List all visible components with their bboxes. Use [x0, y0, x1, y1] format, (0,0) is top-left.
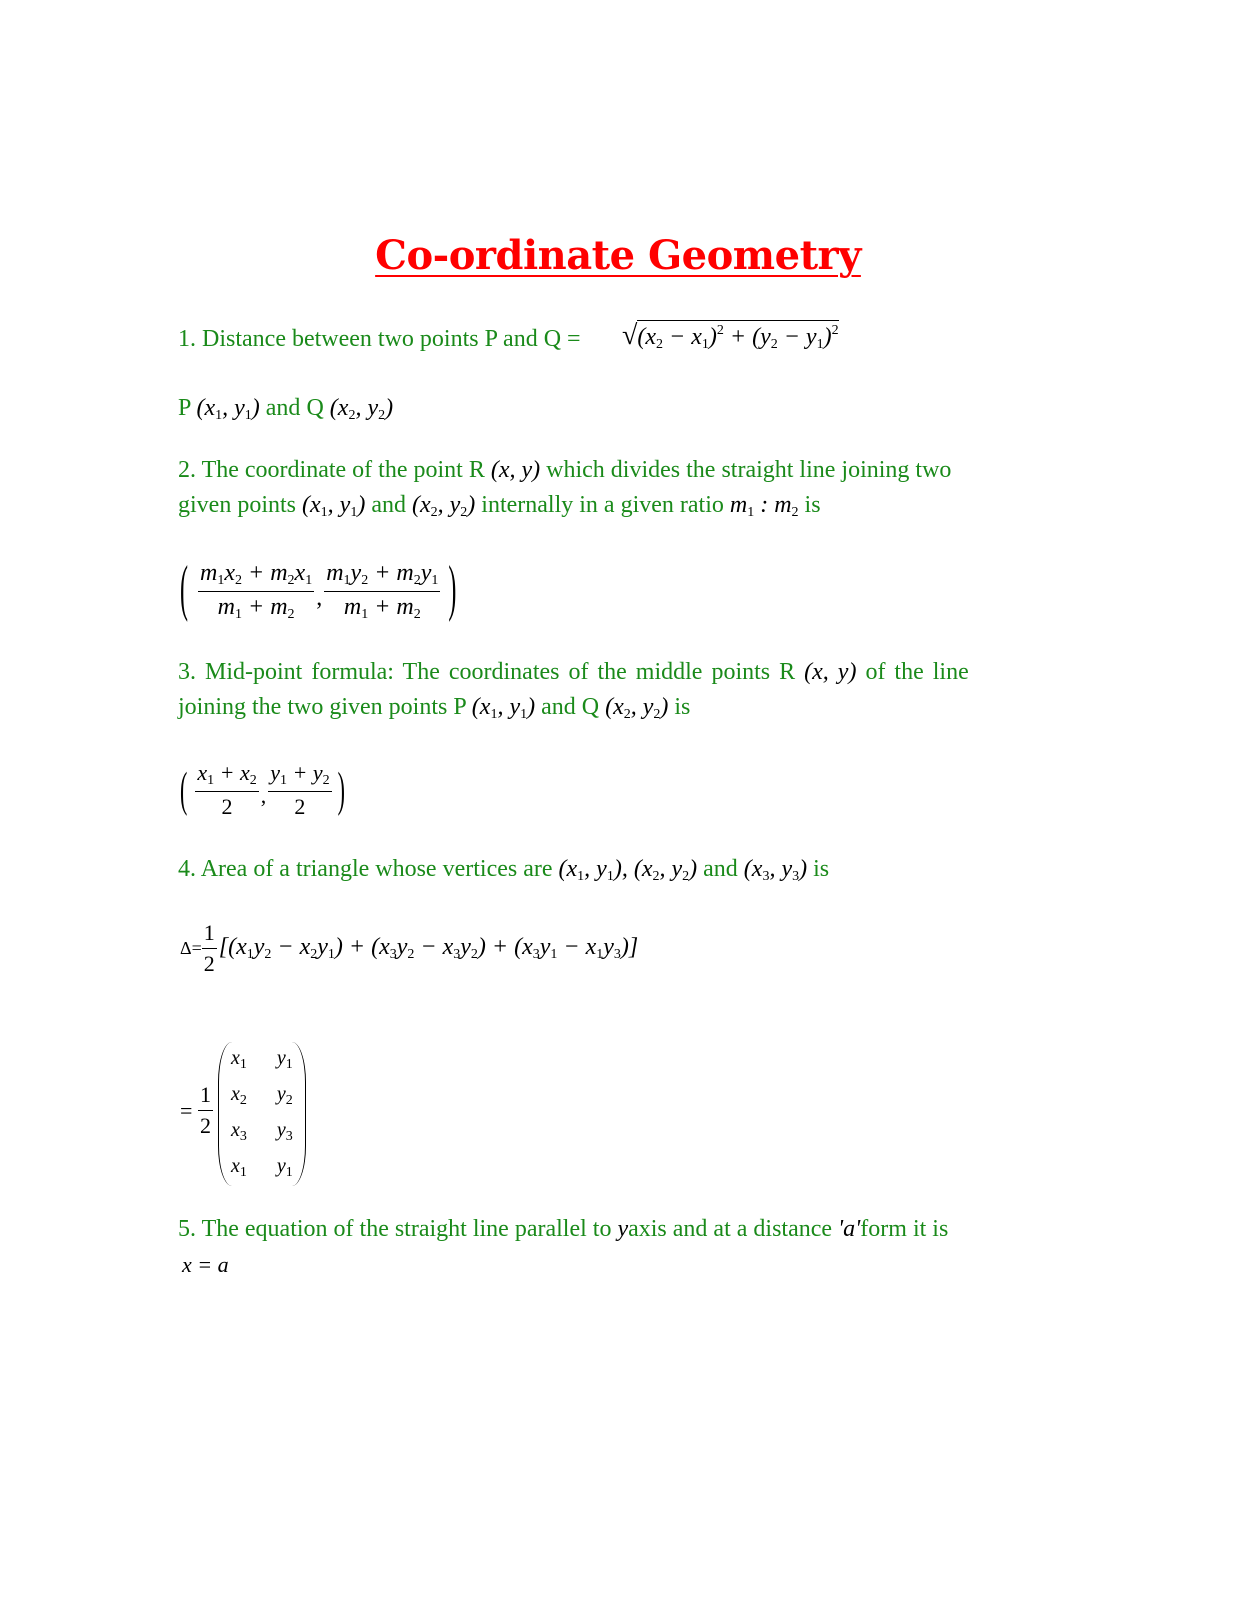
area-formula: Δ= $\frac{1}{2}$ $[(x_1y_2 - x_2y_1) + (x_3y_2 - x_3y_2) + (x_3y_1 - x_1y_3)]$	[180, 920, 639, 976]
item-3-line-1: 3. Mid-point formula: The coordinates of the middle points R (x, y) of the line	[178, 659, 969, 685]
matrix-fraction: $\frac{1}{2}$	[200, 1082, 211, 1138]
section-formula: ( $\frac{m_1x_2 + m_2x_1}{m_1 + m_2}$ , $\frac{m_1y_2 + m_2y_1}{m_1 + m_2}$ )	[180, 556, 457, 624]
item-2-line-2: given points ($x_1$, $y_1$) and ($x_2$, $y_2$) internally in a given ratio $m_1$ : $m_2$ is	[178, 492, 821, 520]
matrix-row: $x_3$ $y_3$	[231, 1119, 293, 1144]
matrix-prefix: =	[180, 1098, 193, 1123]
page-title: Co-ordinate Geometry	[375, 232, 861, 279]
item-1-text: 1. Distance between two points P and Q =	[178, 326, 581, 352]
area-matrix	[218, 1042, 306, 1186]
matrix-row: $x_2$ $y_2$	[231, 1083, 293, 1108]
matrix-row: $x_1$ $y_1$	[231, 1155, 293, 1180]
item-3-line-2: joining the two given points P ($x_1$, $y_1$) and Q ($x_2$, $y_2$) is	[178, 694, 691, 722]
matrix-row: $x_1$ $y_1$	[231, 1047, 293, 1072]
item-5-text: 5. The equation of the straight line parallel to yaxis and at a distance 'a'form it is	[178, 1216, 949, 1242]
item-2-line-1: 2. The coordinate of the point R (x, y) which divides the straight line joining two	[178, 457, 952, 483]
midpoint-formula: ( $\frac{x_1 + x_2}{2}$ , $\frac{y_1 + y_2}{2}$ )	[180, 760, 345, 819]
item-1-points: P ($x_1$, $y_1$) and Q ($x_2$, $y_2$)	[178, 395, 394, 423]
distance-formula: $√(x_2 - x_1)^2 + (y_2 - y_1)^2$	[622, 320, 839, 352]
item-5-equation: x = a	[182, 1252, 229, 1277]
item-4-text: 4. Area of a triangle whose vertices are ($x_1$, $y_1$), ($x_2$, $y_2$) and ($x_3$, $y_3$) is	[178, 856, 830, 884]
